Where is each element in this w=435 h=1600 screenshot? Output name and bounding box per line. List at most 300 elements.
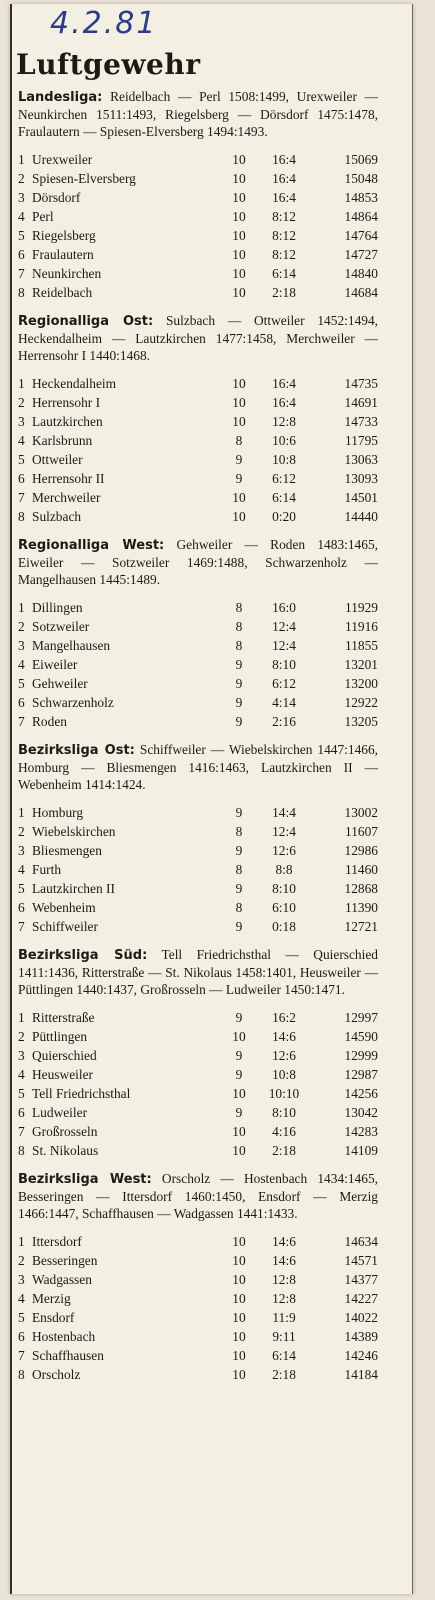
cell-rank: 8	[18, 509, 25, 524]
cell-rank: 7	[18, 266, 25, 281]
cell-rank: 2	[18, 395, 25, 410]
cell-rings: 14634	[344, 1234, 378, 1249]
cell-team: Eiweiler	[32, 657, 78, 672]
cell-games: 9	[235, 843, 243, 858]
table-row	[18, 431, 378, 450]
cell-team: Schaffhausen	[32, 1348, 104, 1363]
cell-team: Merzig	[32, 1291, 71, 1306]
cell-games: 10	[232, 414, 246, 429]
table-row	[18, 507, 378, 526]
cell-rank: 3	[18, 414, 25, 429]
cell-games: 10	[232, 1086, 246, 1101]
table-row	[18, 1251, 378, 1270]
table-row	[18, 469, 378, 488]
cell-rank: 2	[18, 1253, 25, 1268]
cell-team: Furth	[32, 862, 62, 877]
cell-games: 9	[235, 919, 243, 934]
league-name: Regionalliga West:	[18, 538, 165, 553]
league-section	[18, 946, 378, 1160]
cell-rank: 1	[18, 805, 25, 820]
cell-rings: 13002	[344, 805, 378, 820]
cell-pts: 6:14	[272, 266, 296, 281]
cell-pts: 8:12	[272, 209, 296, 224]
match-results: Gehweiler — Roden 1483:1465, Eiweiler — Sotzweiler 1469:1488, Schwarzenholz — Mangelhausen 1445:1489.	[18, 537, 378, 587]
cell-pts: 12:4	[272, 619, 296, 634]
standings-table	[18, 1232, 378, 1384]
cell-rings: 13201	[344, 657, 378, 672]
cell-pts: 14:6	[272, 1029, 296, 1044]
cell-pts: 16:2	[272, 1010, 296, 1025]
cell-team: Sulzbach	[32, 509, 82, 524]
cell-rings: 14246	[344, 1348, 378, 1363]
cell-pts: 10:10	[268, 1086, 300, 1101]
cell-rings: 12999	[344, 1048, 378, 1063]
cell-rank: 3	[18, 843, 25, 858]
table-row	[18, 245, 378, 264]
cell-games: 9	[235, 1067, 243, 1082]
cell-rings: 13200	[344, 676, 378, 691]
cell-rings: 15048	[344, 171, 378, 186]
cell-team: Webenheim	[32, 900, 96, 915]
cell-rank: 6	[18, 247, 25, 262]
cell-team: Perl	[32, 209, 54, 224]
cell-rings: 11795	[345, 433, 378, 448]
cell-pts: 6:14	[272, 490, 296, 505]
cell-rank: 3	[18, 638, 25, 653]
cell-games: 10	[232, 247, 246, 262]
table-row	[18, 898, 378, 917]
cell-rings: 14109	[344, 1143, 378, 1158]
table-row	[18, 150, 378, 169]
cell-rank: 7	[18, 490, 25, 505]
table-row	[18, 169, 378, 188]
league-name: Bezirksliga Süd:	[18, 948, 148, 963]
cell-pts: 16:4	[272, 395, 296, 410]
cell-games: 8	[235, 600, 243, 615]
cell-rank: 4	[18, 1291, 25, 1306]
cell-team: Schwarzenholz	[32, 695, 114, 710]
cell-team: Besseringen	[32, 1253, 98, 1268]
cell-pts: 12:8	[272, 1291, 296, 1306]
cell-rings: 14590	[344, 1029, 378, 1044]
cell-pts: 12:6	[272, 843, 296, 858]
cell-rank: 7	[18, 714, 25, 729]
table-row	[18, 450, 378, 469]
cell-rings: 13093	[344, 471, 378, 486]
cell-games: 10	[232, 285, 246, 300]
table-row	[18, 860, 378, 879]
cell-games: 8	[235, 433, 243, 448]
cell-team: Ludweiler	[32, 1105, 88, 1120]
cell-games: 10	[232, 509, 246, 524]
cell-pts: 6:10	[272, 900, 296, 915]
cell-team: Fraulautern	[32, 247, 94, 262]
table-row	[18, 1141, 378, 1160]
cell-rings: 14727	[344, 247, 378, 262]
cell-rings: 11916	[345, 619, 378, 634]
cell-rings: 12922	[344, 695, 378, 710]
cell-pts: 8:12	[272, 228, 296, 243]
league-results	[18, 1170, 378, 1222]
cell-team: Merchweiler	[32, 490, 101, 505]
cell-pts: 8:10	[272, 1105, 296, 1120]
cell-games: 10	[232, 190, 246, 205]
table-row	[18, 1103, 378, 1122]
cell-games: 10	[232, 1348, 246, 1363]
table-row	[18, 1027, 378, 1046]
table-row	[18, 674, 378, 693]
cell-team: Dörsdorf	[32, 190, 81, 205]
cell-pts: 14:4	[272, 805, 296, 820]
cell-rings: 14283	[344, 1124, 378, 1139]
cell-team: Lautzkirchen II	[32, 881, 115, 896]
table-row	[18, 917, 378, 936]
cell-team: Tell Friedrichsthal	[32, 1086, 131, 1101]
cell-pts: 8:10	[272, 657, 296, 672]
standings-table	[18, 374, 378, 526]
handwritten-date: 4.2.81	[50, 6, 158, 41]
cell-rings: 14377	[344, 1272, 378, 1287]
cell-team: Heckendalheim	[32, 376, 117, 391]
cell-rings: 14840	[344, 266, 378, 281]
table-row	[18, 488, 378, 507]
standings-table	[18, 803, 378, 936]
cell-games: 10	[232, 376, 246, 391]
cell-rings: 11607	[345, 824, 378, 839]
cell-games: 10	[232, 1291, 246, 1306]
cell-rank: 3	[18, 1048, 25, 1063]
cell-rings: 11460	[345, 862, 378, 877]
cell-rank: 5	[18, 228, 25, 243]
cell-pts: 10:6	[272, 433, 296, 448]
table-row	[18, 636, 378, 655]
cell-pts: 2:18	[272, 285, 296, 300]
cell-games: 10	[232, 228, 246, 243]
cell-pts: 8:10	[272, 881, 296, 896]
cell-pts: 2:18	[272, 1367, 296, 1382]
cell-team: Herrensohr II	[32, 471, 105, 486]
table-row	[18, 1084, 378, 1103]
cell-rings: 12987	[344, 1067, 378, 1082]
cell-games: 10	[232, 152, 246, 167]
league-name: Regionalliga Ost:	[18, 314, 154, 329]
cell-rank: 6	[18, 1329, 25, 1344]
cell-pts: 12:8	[272, 414, 296, 429]
league-section	[18, 88, 378, 302]
table-row	[18, 264, 378, 283]
league-name: Bezirksliga Ost:	[18, 743, 135, 758]
league-results	[18, 536, 378, 588]
cell-games: 9	[235, 1010, 243, 1025]
cell-pts: 6:14	[272, 1348, 296, 1363]
cell-team: Wadgassen	[32, 1272, 92, 1287]
cell-team: Ritterstraße	[32, 1010, 95, 1025]
league-section	[18, 536, 378, 731]
cell-games: 10	[232, 1272, 246, 1287]
cell-pts: 16:4	[272, 190, 296, 205]
standings-table	[18, 1008, 378, 1160]
table-row	[18, 803, 378, 822]
cell-team: Püttlingen	[32, 1029, 88, 1044]
cell-rank: 5	[18, 881, 25, 896]
league-results	[18, 88, 378, 140]
cell-rings: 14764	[344, 228, 378, 243]
cell-games: 10	[232, 1234, 246, 1249]
table-row	[18, 822, 378, 841]
cell-games: 10	[232, 1310, 246, 1325]
table-row	[18, 393, 378, 412]
table-row	[18, 693, 378, 712]
table-row	[18, 598, 378, 617]
cell-rank: 7	[18, 919, 25, 934]
table-row	[18, 655, 378, 674]
cell-team: Dillingen	[32, 600, 83, 615]
cell-games: 8	[235, 619, 243, 634]
table-row	[18, 283, 378, 302]
cell-games: 9	[235, 676, 243, 691]
cell-rings: 14184	[344, 1367, 378, 1382]
cell-rings: 11929	[345, 600, 378, 615]
cell-rings: 14022	[344, 1310, 378, 1325]
cell-rank: 2	[18, 1029, 25, 1044]
table-row	[18, 374, 378, 393]
cell-pts: 6:12	[272, 676, 296, 691]
cell-rings: 14256	[344, 1086, 378, 1101]
cell-team: Homburg	[32, 805, 84, 820]
cell-pts: 12:6	[272, 1048, 296, 1063]
cell-team: Ittersdorf	[32, 1234, 82, 1249]
cell-team: Ensdorf	[32, 1310, 75, 1325]
cell-pts: 12:4	[272, 638, 296, 653]
table-row	[18, 841, 378, 860]
cell-pts: 8:8	[275, 862, 293, 877]
cell-team: Ottweiler	[32, 452, 83, 467]
cell-pts: 6:12	[272, 471, 296, 486]
cell-team: Riegelsberg	[32, 228, 96, 243]
cell-team: Herrensohr I	[32, 395, 101, 410]
cell-rings: 14735	[344, 376, 378, 391]
cell-games: 9	[235, 1105, 243, 1120]
cell-team: Hostenbach	[32, 1329, 96, 1344]
cell-games: 8	[235, 862, 243, 877]
cell-pts: 16:0	[272, 600, 296, 615]
cell-rings: 14864	[344, 209, 378, 224]
cell-rings: 12721	[344, 919, 378, 934]
cell-rings: 14853	[344, 190, 378, 205]
cell-rings: 13205	[344, 714, 378, 729]
cell-rank: 5	[18, 1086, 25, 1101]
match-results: Sulzbach — Ottweiler 1452:1494, Heckendalheim — Lautzkirchen 1477:1458, Merchweiler — Herrensohr I 1440:1468.	[18, 313, 378, 363]
cell-games: 8	[235, 638, 243, 653]
cell-rank: 6	[18, 695, 25, 710]
table-row	[18, 1270, 378, 1289]
cell-team: Bliesmengen	[32, 843, 102, 858]
cell-rings: 14691	[344, 395, 378, 410]
cell-rings: 13063	[344, 452, 378, 467]
cell-games: 9	[235, 452, 243, 467]
league-results	[18, 312, 378, 364]
league-section	[18, 741, 378, 936]
cell-rank: 6	[18, 900, 25, 915]
cell-pts: 4:16	[272, 1124, 296, 1139]
cell-rings: 14733	[344, 414, 378, 429]
match-results: Orscholz — Hostenbach 1434:1465, Besseringen — Ittersdorf 1460:1450, Ensdorf — Merzig 1466:1447, Schaffhausen — Wadgassen 1441:1433.	[18, 1171, 378, 1221]
cell-rank: 8	[18, 285, 25, 300]
cell-games: 9	[235, 657, 243, 672]
cell-team: Wiebelskirchen	[32, 824, 116, 839]
cell-pts: 0:20	[272, 509, 296, 524]
cell-rank: 1	[18, 1010, 25, 1025]
cell-games: 10	[232, 1143, 246, 1158]
cell-games: 8	[235, 824, 243, 839]
league-name: Landesliga:	[18, 90, 103, 105]
standings-table	[18, 598, 378, 731]
cell-games: 8	[235, 900, 243, 915]
match-results: Schiffweiler — Wiebelskirchen 1447:1466, Homburg — Bliesmengen 1416:1463, Lautzkirchen II — Webenheim 1414:1424.	[18, 742, 378, 792]
standings-table	[18, 150, 378, 302]
table-row	[18, 1122, 378, 1141]
cell-rank: 1	[18, 152, 25, 167]
cell-rank: 4	[18, 433, 25, 448]
cell-rings: 14227	[344, 1291, 378, 1306]
cell-pts: 0:18	[272, 919, 296, 934]
match-results: Reidelbach — Perl 1508:1499, Urexweiler — Neunkirchen 1511:1493, Riegelsberg — Dörsdorf 1475:1478, Fraulautern — Spiesen-Elversberg 1494:1493.	[18, 89, 378, 139]
cell-pts: 10:8	[272, 452, 296, 467]
cell-rings: 12997	[344, 1010, 378, 1025]
cell-pts: 16:4	[272, 376, 296, 391]
cell-pts: 11:9	[272, 1310, 296, 1325]
cell-games: 10	[232, 1253, 246, 1268]
cell-rings: 11855	[345, 638, 378, 653]
cell-rank: 2	[18, 824, 25, 839]
cell-pts: 8:12	[272, 247, 296, 262]
cell-rank: 6	[18, 471, 25, 486]
cell-games: 9	[235, 881, 243, 896]
article-title: Luftgewehr	[16, 48, 201, 81]
table-row	[18, 1008, 378, 1027]
cell-rank: 8	[18, 1367, 25, 1382]
cell-team: Großrosseln	[32, 1124, 98, 1139]
cell-pts: 2:16	[272, 714, 296, 729]
cell-rings: 13042	[344, 1105, 378, 1120]
cell-rank: 8	[18, 1143, 25, 1158]
table-row	[18, 207, 378, 226]
cell-games: 9	[235, 714, 243, 729]
cell-rings: 11390	[345, 900, 378, 915]
cell-games: 10	[232, 171, 246, 186]
table-row	[18, 188, 378, 207]
cell-team: Roden	[32, 714, 67, 729]
cell-team: Sotzweiler	[32, 619, 90, 634]
cell-pts: 14:6	[272, 1253, 296, 1268]
cell-rank: 7	[18, 1348, 25, 1363]
cell-rank: 5	[18, 1310, 25, 1325]
cell-games: 10	[232, 1367, 246, 1382]
cell-rank: 1	[18, 1234, 25, 1249]
cell-rank: 6	[18, 1105, 25, 1120]
table-row	[18, 1232, 378, 1251]
cell-team: Spiesen-Elversberg	[32, 171, 136, 186]
cell-rank: 3	[18, 190, 25, 205]
cell-games: 10	[232, 266, 246, 281]
cell-rank: 4	[18, 1067, 25, 1082]
cell-team: Reidelbach	[32, 285, 93, 300]
cell-team: Schiffweiler	[32, 919, 98, 934]
cell-pts: 16:4	[272, 171, 296, 186]
cell-rings: 12986	[344, 843, 378, 858]
league-section	[18, 312, 378, 526]
table-row	[18, 1065, 378, 1084]
cell-team: Orscholz	[32, 1367, 81, 1382]
cell-rank: 7	[18, 1124, 25, 1139]
table-row	[18, 1346, 378, 1365]
cell-rings: 15069	[344, 152, 378, 167]
table-row	[18, 1327, 378, 1346]
cell-rank: 4	[18, 209, 25, 224]
cell-rings: 14440	[344, 509, 378, 524]
cell-pts: 14:6	[272, 1234, 296, 1249]
cell-games: 10	[232, 490, 246, 505]
league-section	[18, 1170, 378, 1384]
cell-rank: 5	[18, 676, 25, 691]
cell-pts: 9:11	[272, 1329, 296, 1344]
cell-rank: 5	[18, 452, 25, 467]
cell-games: 10	[232, 1124, 246, 1139]
cell-games: 10	[232, 1329, 246, 1344]
table-row	[18, 1365, 378, 1384]
cell-games: 9	[235, 805, 243, 820]
cell-rings: 14571	[344, 1253, 378, 1268]
table-row	[18, 412, 378, 431]
league-name: Bezirksliga West:	[18, 1172, 152, 1187]
cell-team: Urexweiler	[32, 152, 93, 167]
match-results: Tell Friedrichsthal — Quierschied 1411:1436, Ritterstraße — St. Nikolaus 1458:1401, Heusweiler — Püttlingen 1440:1437, Großrosseln — Ludweiler 1450:1471.	[18, 947, 378, 997]
league-results	[18, 741, 378, 793]
cell-games: 9	[235, 695, 243, 710]
table-row	[18, 226, 378, 245]
cell-team: Quierschied	[32, 1048, 97, 1063]
cell-team: Karlsbrunn	[32, 433, 93, 448]
cell-games: 9	[235, 1048, 243, 1063]
cell-pts: 12:4	[272, 824, 296, 839]
cell-team: St. Nikolaus	[32, 1143, 99, 1158]
cell-games: 10	[232, 209, 246, 224]
cell-rank: 4	[18, 657, 25, 672]
cell-pts: 10:8	[272, 1067, 296, 1082]
cell-pts: 4:14	[272, 695, 296, 710]
league-results	[18, 946, 378, 998]
cell-rank: 3	[18, 1272, 25, 1287]
table-row	[18, 712, 378, 731]
cell-rings: 14501	[344, 490, 378, 505]
cell-rank: 1	[18, 600, 25, 615]
cell-team: Mangelhausen	[32, 638, 111, 653]
cell-games: 10	[232, 1029, 246, 1044]
cell-team: Heusweiler	[32, 1067, 93, 1082]
article-body	[18, 88, 378, 1394]
cell-rings: 12868	[344, 881, 378, 896]
cell-team: Lautzkirchen	[32, 414, 103, 429]
table-row	[18, 1308, 378, 1327]
table-row	[18, 879, 378, 898]
cell-rank: 2	[18, 171, 25, 186]
cell-team: Neunkirchen	[32, 266, 102, 281]
table-row	[18, 617, 378, 636]
table-row	[18, 1289, 378, 1308]
cell-pts: 2:18	[272, 1143, 296, 1158]
cell-pts: 16:4	[272, 152, 296, 167]
cell-pts: 12:8	[272, 1272, 296, 1287]
